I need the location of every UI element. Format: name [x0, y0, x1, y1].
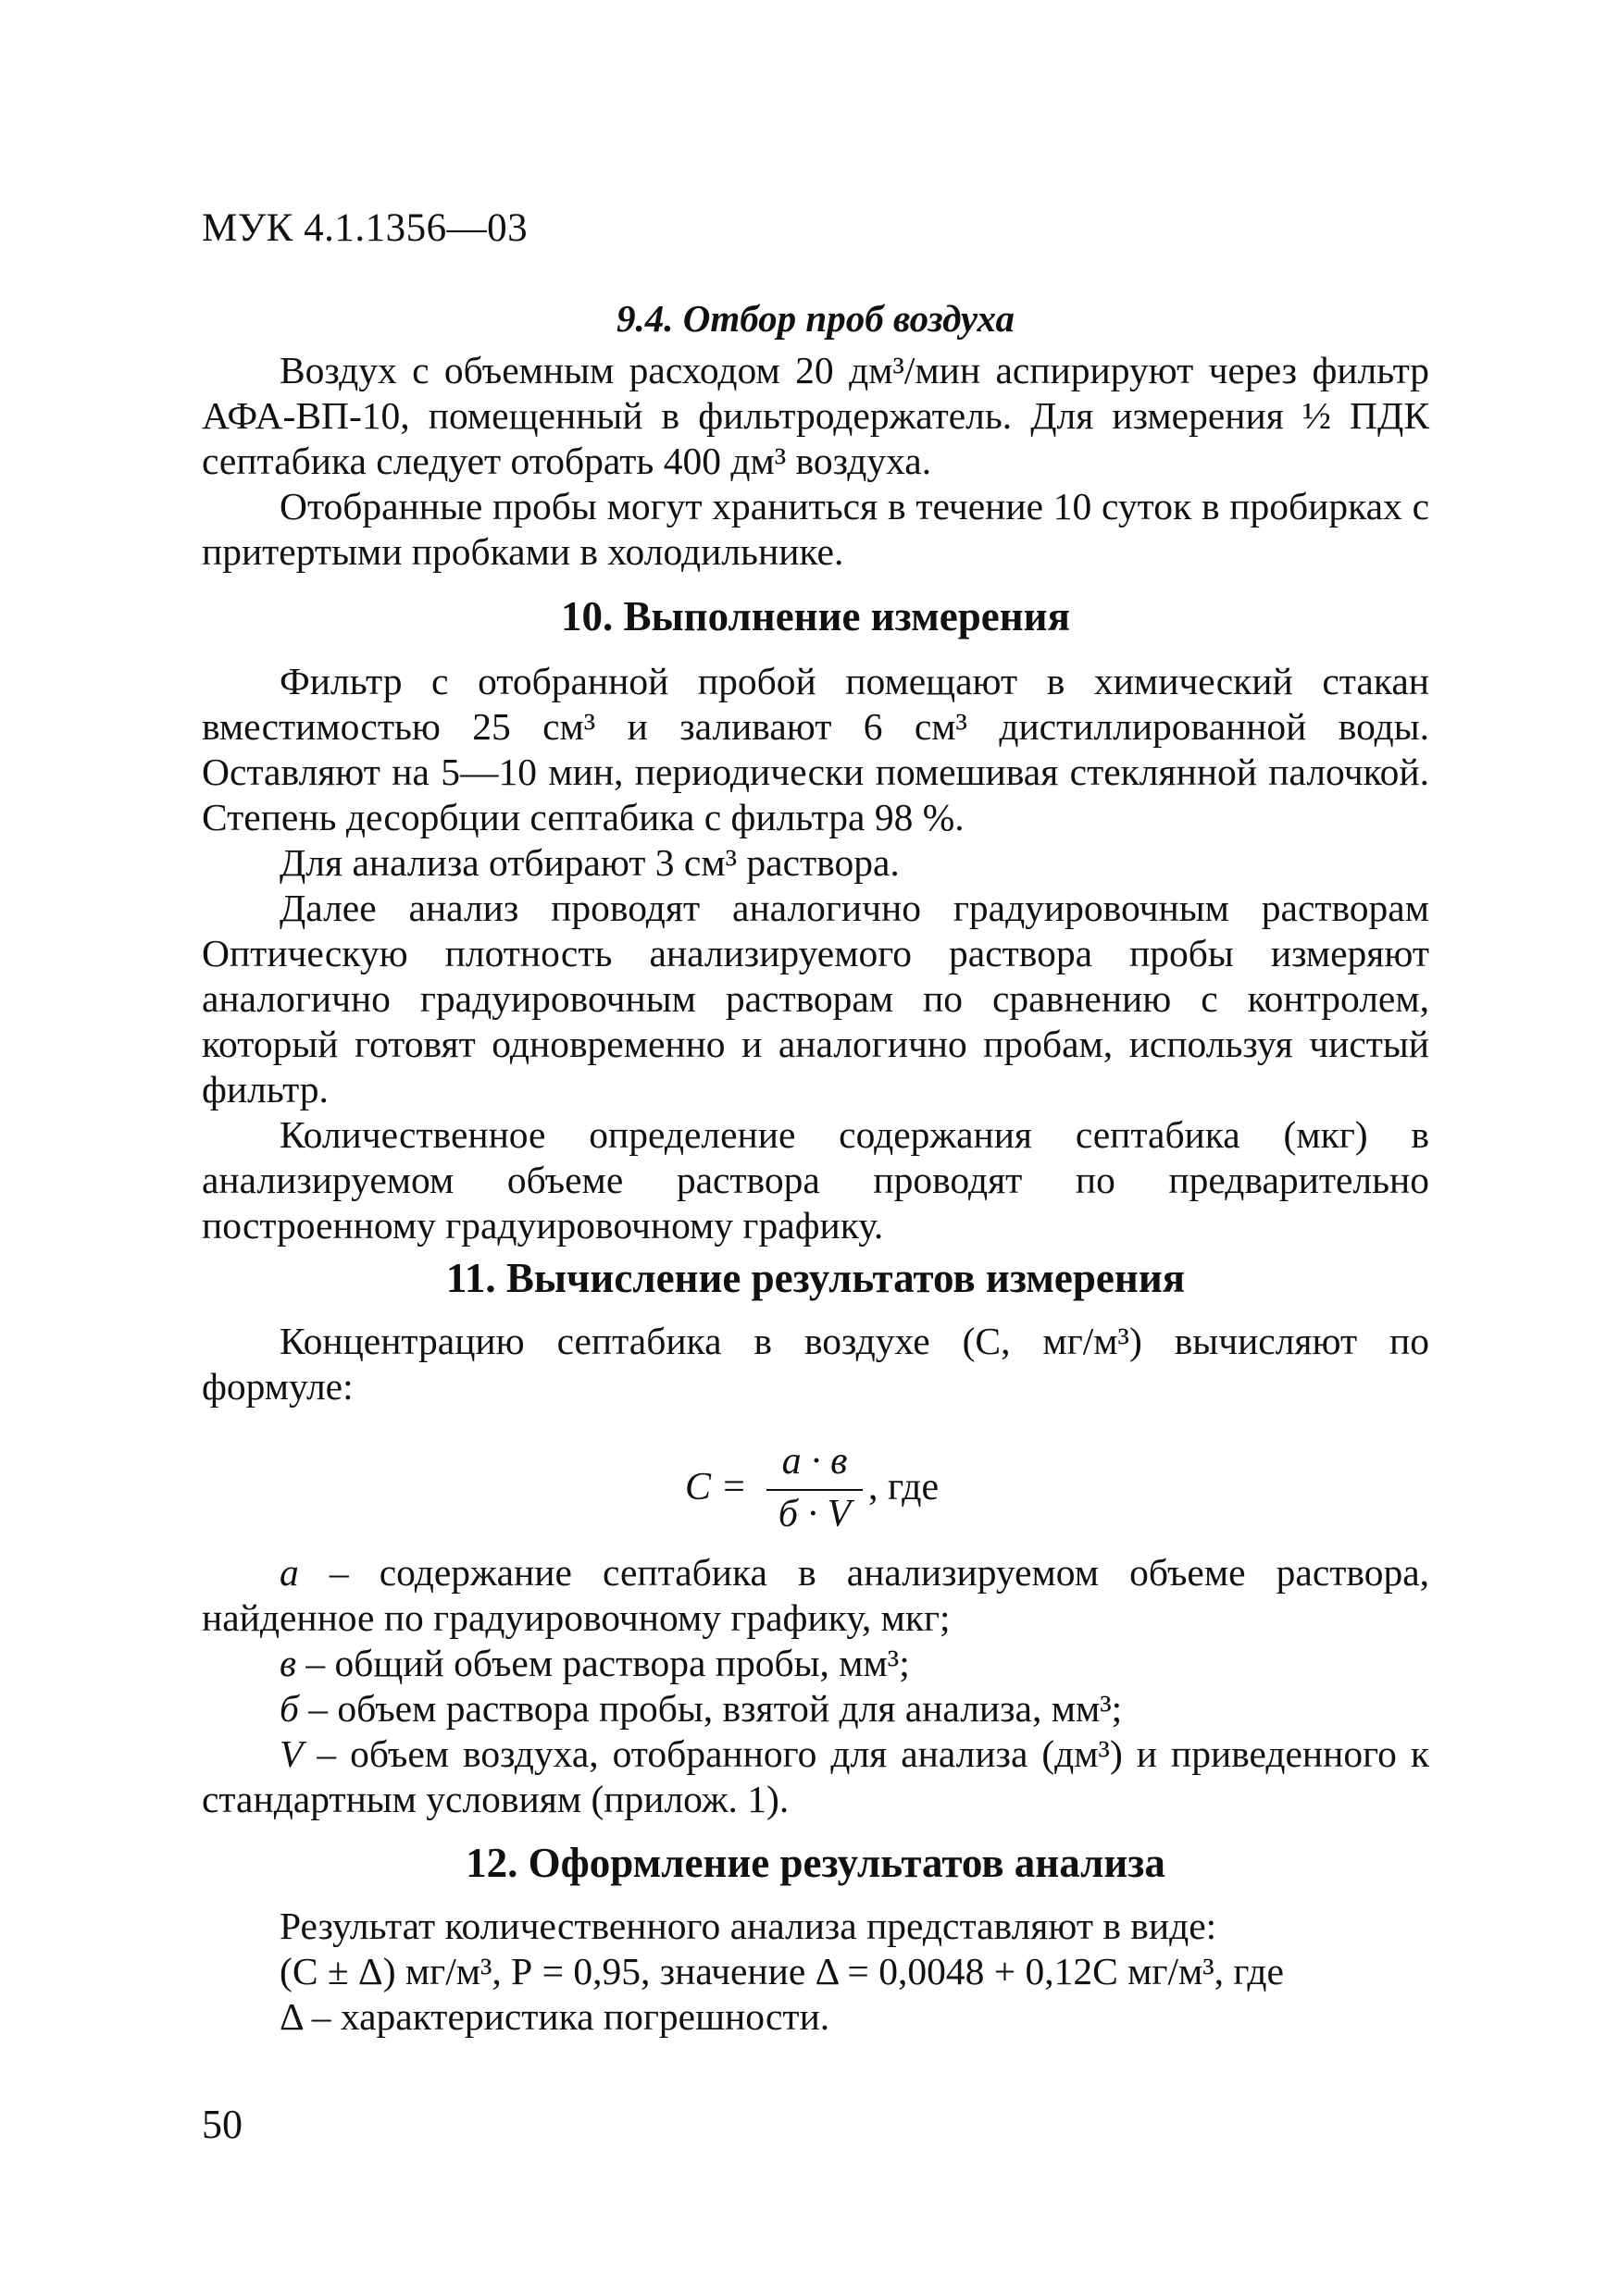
variable-definitions — [202, 1550, 1429, 1822]
section-11-title: 11. Вычисление результатов измерения — [445, 1255, 1186, 1301]
concentration-formula — [685, 1439, 981, 1541]
paragraph: Далее анализ проводят аналогично градуировочным растворам Оптическую плотность анализируемого раствора пробы измеряют аналогично градуировочным растворам по сравнению с контролем, который готовят одновременно и аналогично пробам, используя чистый фильтр. — [202, 887, 1429, 1111]
paragraph: Количественное определение содержания септабика (мкг) в анализируемом объеме раствора проводят по предварительно построенному градуировочному графику. — [202, 1113, 1429, 1247]
formula-lhs: С = — [685, 1466, 747, 1508]
definition-symbol: в — [280, 1642, 297, 1684]
definition-symbol: V — [280, 1732, 304, 1775]
section-11-intro — [202, 1319, 1429, 1409]
formula-numerator: а · в — [781, 1440, 848, 1483]
definition-item — [202, 1550, 1429, 1641]
definition-item — [202, 1686, 1429, 1731]
result-formula-line: (С ± Δ) мг/м³, Р = 0,95, значение Δ = 0,0048 + 0,12С мг/м³, где — [280, 1950, 1284, 1992]
formula-denominator: б · V — [778, 1493, 852, 1535]
paragraph: Фильтр с отобранной пробой помещают в химический стакан вместимостью 25 см³ и заливают 6 см³ дистиллированной воды. Оставляют на 5—10 мин, периодически помешивая стеклянной палочкой. Степень десорбции септабика с фильтра 98 %. — [202, 660, 1429, 838]
section-10-body — [202, 659, 1429, 1248]
section-10-title: 10. Выполнение измерения — [561, 593, 1070, 639]
paragraph: Отобранные пробы могут храниться в течение 10 суток в пробирках с притертыми пробками в холодильнике. — [202, 485, 1429, 573]
definition-text: – общий объем раствора пробы, мм³; — [296, 1642, 910, 1684]
definition-symbol: а — [280, 1551, 299, 1594]
definition-symbol: б — [280, 1687, 299, 1730]
paragraph: Воздух с объемным расходом 20 дм³/мин аспирируют через фильтр АФА-ВП-10, помещенный в фильтродержатель. Для измерения ½ ПДК септабика следует отобрать 400 дм³ воздуха. — [202, 349, 1429, 482]
section-12-title: 12. Оформление результатов анализа — [466, 1840, 1165, 1886]
section-9-4-title: 9.4. Отбор проб воздуха — [616, 297, 1015, 340]
definition-item — [202, 1641, 1429, 1686]
definition-text: – объем воздуха, отобранного для анализа (дм³) и приведенного к стандартным условиям (прилож. 1). — [202, 1732, 1429, 1820]
fraction-bar — [766, 1489, 863, 1491]
section-9-4-body — [202, 348, 1429, 575]
formula-suffix: , где — [868, 1466, 940, 1508]
error-definition-line: Δ – характеристика погрешности. — [280, 1995, 830, 2038]
paragraph: Концентрацию септабика в воздухе (С, мг/м³) вычисляют по формуле: — [202, 1320, 1429, 1408]
result-line: Результат количественного анализа представляют в виде: — [280, 1905, 1217, 1947]
document-code: МУК 4.1.1356—03 — [202, 206, 529, 250]
section-12-body — [280, 1904, 1429, 2040]
definition-text: – содержание септабика в анализируемом объеме раствора, найденное по градуировочному графику, мкг; — [202, 1551, 1429, 1639]
definition-item — [202, 1731, 1429, 1822]
page-number: 50 — [202, 2102, 243, 2147]
definition-text: – объем раствора пробы, взятой для анализа, мм³; — [298, 1687, 1123, 1730]
paragraph: Для анализа отбирают 3 см³ раствора. — [280, 841, 900, 884]
